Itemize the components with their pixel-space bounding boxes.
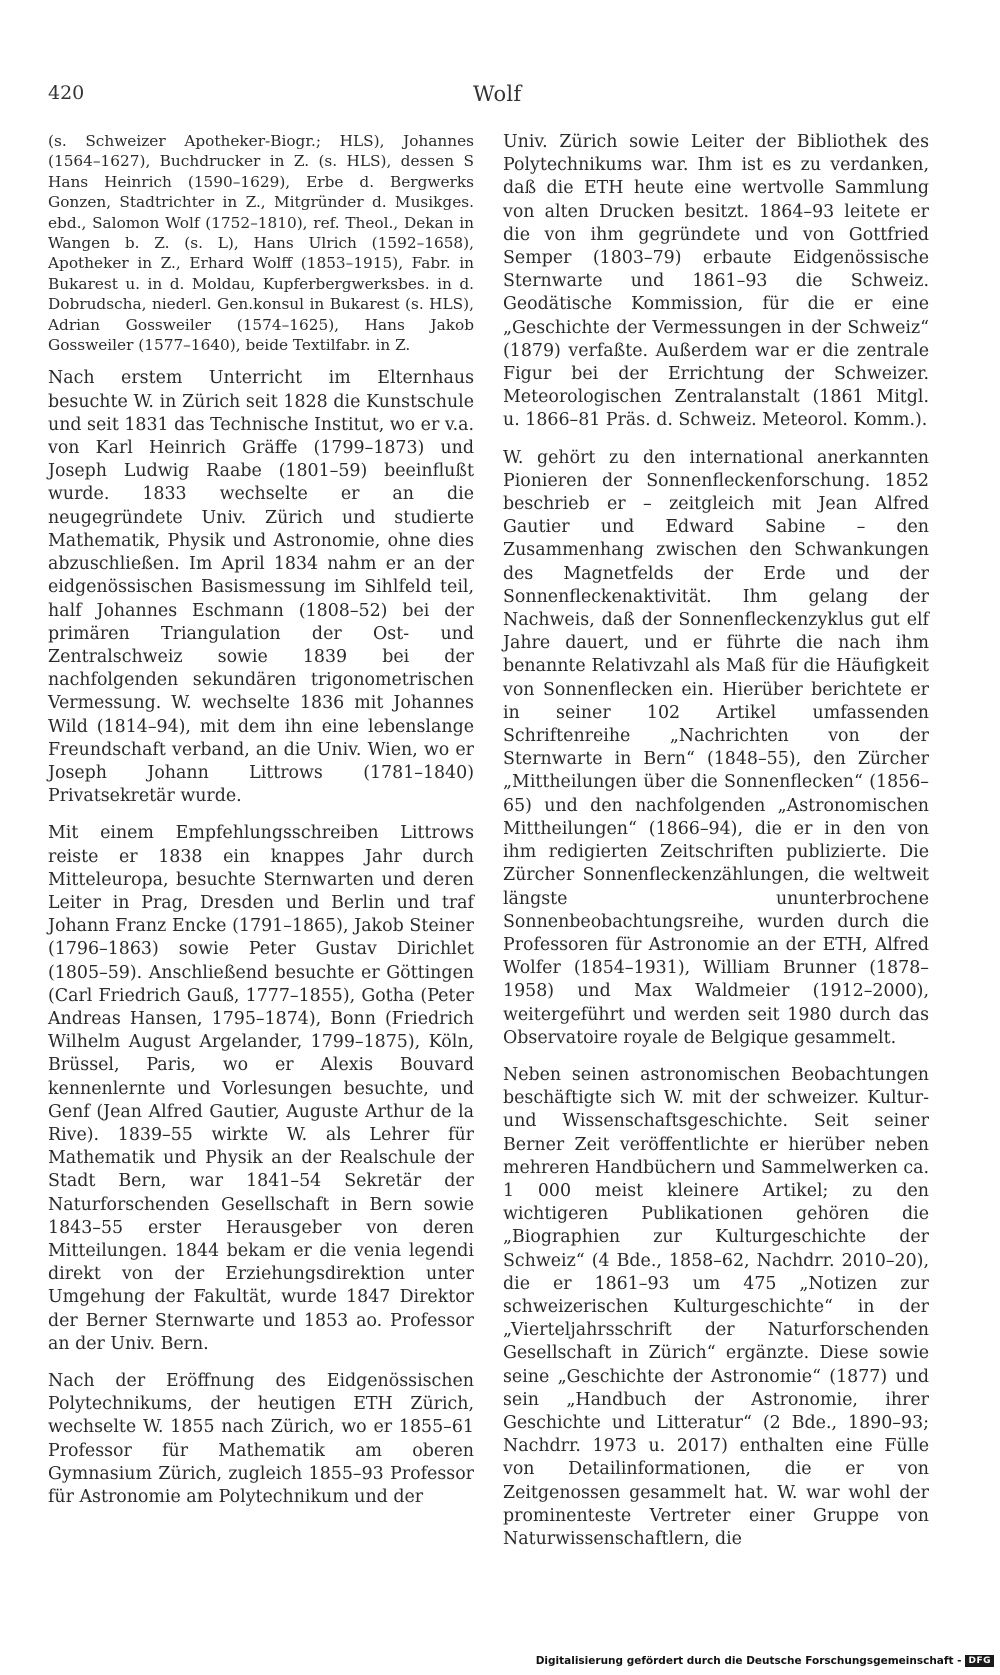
dfg-logo: DFG bbox=[965, 1655, 994, 1667]
running-head: Wolf bbox=[473, 82, 522, 106]
funding-note: Digitalisierung gefördert durch die Deutsche Forschungsgemeinschaft - bbox=[535, 1655, 962, 1667]
page-number: 420 bbox=[48, 82, 85, 104]
body-paragraph: W. gehört zu den international anerkannten Pionieren der Sonnenfleckenforschung. 1852 beschrieb er – zeitgleich mit Jean Alfred Gautier und Edward Sabine – den Zusammenhang zwischen den Schwankungen des Magnetfelds der Erde und der Sonnenfleckenaktivität. Ihm gelang der Nachweis, daß der Sonnenfleckenzyklus gut elf Jahre dauert, und er führte die nach ihm benannte Relativzahl als Maß für die Häufigkeit von Sonnenflecken ein. Hierüber berichtete er in seiner 102 Artikel umfassenden Schriftenreihe „Nachrichten von der Sternwarte in Bern“ (1848–55), den Zürcher „Mittheilungen über die Sonnenflecken“ (1856–65) und den nachfolgenden „Astronomischen Mittheilungen“ (1866–94), die er in den von ihm redigierten Zeitschriften publizierte. Die Zürcher Sonnenfleckenzählungen, die weltweit längste ununterbrochene Sonnenbeobachtungsreihe, wurden durch die Professoren für Astronomie an der ETH, Alfred Wolfer (1854–1931), William Brunner (1878–1958) und Max Waldmeier (1912–2000), weitergeführt und werden seit 1980 durch das Observatoire royale de Belgique gesammelt. bbox=[503, 447, 929, 1048]
body-paragraph: Nach erstem Unterricht im Elternhaus besuchte W. in Zürich seit 1828 die Kunstschule und seit 1831 das Technische Institut, wo er v.a. von Karl Heinrich Gräffe (1799–1873) und Joseph Ludwig Raabe (1801–59) beeinflußt wurde. 1833 wechselte er an die neugegründete Univ. Zürich und studierte Mathematik, Physik und Astronomie, ohne dies abzuschließen. Im April 1834 nahm er an der eidgenössischen Basismessung im Sihlfeld teil, half Johannes Eschmann (1808–52) bei der primären Triangulation der Ost- und Zentralschweiz sowie 1839 bei der nachfolgenden sekundären trigonometrischen Vermessung. W. wechselte 1836 mit Johannes Wild (1814–94), mit dem ihn eine lebenslange Freundschaft verband, an die Univ. Wien, wo er Joseph Johann Littrows (1781–1840) Privatsekretär wurde. bbox=[48, 368, 475, 807]
body-paragraph: Neben seinen astronomischen Beobachtungen beschäftigte sich W. mit der schweizer. Kultur- und Wissenschaftsgeschichte. Seit seiner Berner Zeit veröffentlichte er hierüber neben mehreren Handbüchern und Sammelwerken ca. 1 000 meist kleinere Artikel; zu den wichtigeren Publikationen gehören die „Biographien zur Kulturgeschichte der Schweiz“ (4 Bde., 1858–62, Nachdrr. 2010–20), die er 1861–93 um 475 „Notizen zur schweizerischen Kulturgeschichte“ in der „Vierteljahrsschrift der Naturforschenden Gesellschaft in Zürich“ ergänzte. Diese sowie seine „Geschichte der Astronomie“ (1877) und sein „Handbuch der Astronomie, ihrer Geschichte und Litteratur“ (2 Bde., 1890–93; Nachdrr. 1973 u. 2017) enthalten eine Fülle von Detailinformationen, die er von Zeitgenossen gesammelt hat. W. war wohl der prominenteste Vertreter einer Gruppe von Naturwissenschaftlern, die bbox=[503, 1064, 929, 1549]
body-paragraph: Univ. Zürich sowie Leiter der Bibliothek des Polytechnikums war. Ihm ist es zu verdanken, daß die ETH heute eine wertvolle Sammlung von alten Drucken besitzt. 1864–93 leitete er die von ihm gegründete und von Gottfried Semper (1803–79) erbaute Eidgenössische Sternwarte und 1861–93 die Schweiz. Geodätische Kommission, für die er eine „Geschichte der Vermessungen in der Schweiz“ (1879) verfaßte. Außerdem war er die zentrale Figur bei der Errichtung der Schweizer. Meteorologischen Zentralanstalt (1861 Mitgl. u. 1866–81 Präs. d. Schweiz. Meteorol. Komm.). bbox=[503, 132, 929, 431]
right-column bbox=[503, 131, 929, 1565]
body-paragraph: Mit einem Empfehlungsschreiben Littrows reiste er 1838 ein knappes Jahr durch Mitteleuropa, besuchte Sternwarten und deren Leiter in Prag, Dresden und Berlin und traf Johann Franz Encke (1791–1865), Jakob Steiner (1796–1863) sowie Peter Gustav Dirichlet (1805–59). Anschließend besuchte er Göttingen (Carl Friedrich Gauß, 1777–1855), Gotha (Peter Andreas Hansen, 1795–1874), Bonn (Friedrich Wilhelm August Argelander, 1799–1875), Köln, Brüssel, Paris, wo er Alexis Bouvard kennenlernte und Vorlesungen besuchte, und Genf (Jean Alfred Gautier, Auguste Arthur de la Rive). 1839–55 wirkte W. als Lehrer für Mathematik und Physik an der Realschule der Stadt Bern, war 1841–54 Sekretär der Naturforschenden Gesellschaft in Bern sowie 1843–55 erster Herausgeber von deren Mitteilungen. 1844 bekam er die venia legendi direkt von der Erziehungsdirektion unter Umgehung der Fakultät, wurde 1847 Direktor der Berner Sternwarte und 1853 ao. Professor an der Univ. Bern. bbox=[48, 823, 474, 1354]
body-paragraph: Nach der Eröffnung des Eidgenössischen Polytechnikums, der heutigen ETH Zürich, wechselte W. 1855 nach Zürich, wo er 1855–61 Professor für Mathematik am oberen Gymnasium Zürich, zugleich 1855–93 Professor für Astronomie am Polytechnikum und der bbox=[48, 1371, 474, 1508]
digitization-footer bbox=[536, 1653, 994, 1669]
left-column bbox=[48, 131, 474, 1523]
page-header bbox=[48, 82, 948, 112]
genealogy-paragraph: (s. Schweizer Apotheker-Biogr.; HLS), Johannes (1564–1627), Buchdrucker in Z. (s. HLS), dessen S Hans Heinrich (1590–1629), Erbe d. Bergwerks Gonzen, Stadtrichter in Z., Mitgründer d. Musikges. ebd., Salomon Wolf (1752–1810), ref. Theol., Dekan in Wangen b. Z. (s. L), Hans Ulrich (1592–1658), Apotheker in Z., Erhard Wolff (1853–1915), Fabr. in Bukarest u. in d. Moldau, Kupferbergwerksbes. in d. Dobrudscha, niederl. Gen.konsul in Bukarest (s. HLS), Adrian Gossweiler (1574–1625), Hans Jakob Gossweiler (1577–1640), beide Textilfabr. in Z. bbox=[48, 132, 474, 355]
